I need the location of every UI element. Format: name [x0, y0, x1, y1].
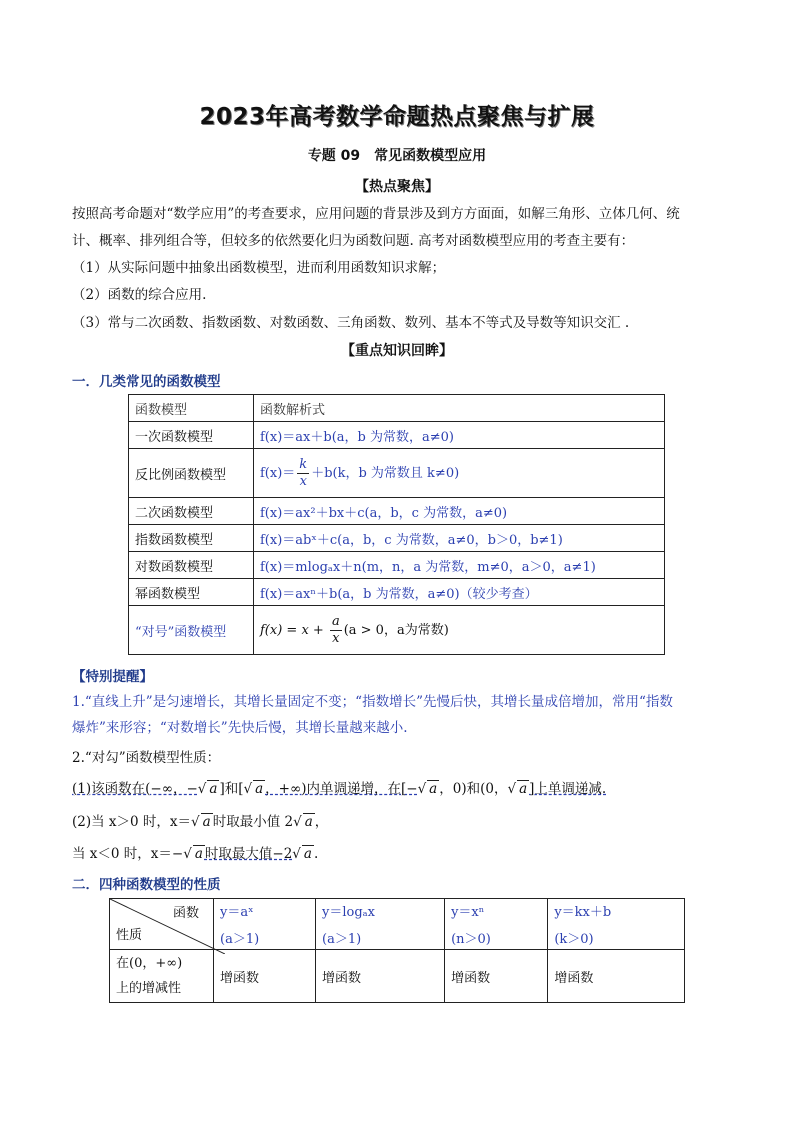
fraction [330, 614, 342, 647]
formula-suffix: (a > 0，a为常数) [343, 622, 449, 638]
note2-property-1 [72, 777, 606, 797]
text-segment: 当 x＜0 时，x＝− [72, 846, 184, 862]
model-formula [254, 449, 665, 498]
fraction-numerator: a [331, 613, 340, 629]
table-row [129, 552, 665, 579]
sqrt-radicand: a [255, 781, 264, 797]
table-header-cell: 函数模型 [129, 395, 254, 422]
sqrt-radicand: a [202, 814, 211, 830]
sqrt-expression [293, 814, 315, 830]
row-label [110, 950, 214, 1003]
fraction [297, 457, 309, 490]
model-name: 一次函数模型 [129, 422, 254, 449]
intro-line-1: 按照高考命题对“数学应用”的考查要求，应用问题的背景涉及到方方面面，如解三角形、立体几何、统 [72, 206, 680, 222]
fraction-numerator: k [299, 456, 308, 472]
part2-heading: 二．四种函数模型的性质 [72, 877, 221, 893]
section-heading-review: 【重点知识回眸】 [341, 343, 453, 359]
note2-heading: 2.“对勾”函数模型性质： [72, 750, 221, 766]
sqrt-expression [292, 846, 314, 862]
model-name: 幂函数模型 [129, 579, 254, 606]
function-model-table [128, 394, 665, 655]
function-expr: y＝xⁿ [451, 905, 485, 920]
table-header-row [110, 899, 685, 950]
text-segment: (1)该函数在(−∞，− [72, 781, 198, 797]
note2-property-3 [72, 842, 318, 862]
text-segment: 时取最大值−2 [204, 846, 293, 862]
intro-line-2: 计、概率、排列组合等，但较多的依然要化归为函数问题. 高考对函数模型应用的考查主要有： [72, 233, 635, 249]
corner-label-property: 性质 [116, 928, 143, 943]
note1-line-1: 1.“直线上升”是匀速增长，其增长量固定不变；“指数增长”先慢后快，其增长量成倍增加，常用“指数 [72, 694, 673, 710]
sqrt-expression [243, 781, 265, 797]
intro-item-1: （1）从实际问题中抽象出函数模型，进而利用函数知识求解； [72, 260, 446, 276]
text-segment: ]和[ [219, 781, 244, 797]
text-segment: . [313, 846, 319, 862]
function-column-header [548, 899, 685, 950]
model-name: 反比例函数模型 [129, 449, 254, 498]
function-column-header [445, 899, 548, 950]
intro-item-3: （3）常与二次函数、指数函数、对数函数、三角函数、数列、基本不等式及导数等知识交汇 . [72, 315, 630, 331]
function-condition: (a＞1) [220, 932, 260, 947]
function-expr: y＝logₐx [322, 905, 376, 920]
part1-heading: 一．几类常见的函数模型 [72, 374, 221, 390]
table-cell: 增函数 [214, 950, 316, 1003]
text-segment: ]上单调递减. [529, 781, 607, 797]
diagonal-header-cell [110, 899, 214, 950]
fraction-denominator: x [332, 630, 340, 646]
table-cell: 增函数 [445, 950, 548, 1003]
model-name: 对数函数模型 [129, 552, 254, 579]
intro-item-2: （2）函数的综合应用. [72, 287, 207, 303]
table-cell: 增函数 [548, 950, 685, 1003]
function-expr: y＝kx＋b [554, 905, 612, 920]
sqrt-expression [418, 781, 440, 797]
sqrt-radicand: a [519, 781, 528, 797]
function-condition: (k＞0) [554, 932, 594, 947]
text-segment: (2)当 x＞0 时，x＝ [72, 814, 192, 830]
table-row [129, 449, 665, 498]
corner-label-function: 函数 [172, 906, 199, 921]
table-row [129, 579, 665, 606]
sqrt-radicand: a [303, 846, 312, 862]
text-segment: 时取最小值 2 [212, 814, 294, 830]
page-subtitle: 专题 09 常见函数模型应用 [307, 148, 487, 164]
model-formula: f(x)＝mlogₐx＋n(m，n，a 为常数，m≠0，a＞0，a≠1) [254, 552, 665, 579]
model-formula [254, 606, 665, 655]
table-header-row [129, 395, 665, 422]
row-label-line: 上的增减性 [116, 981, 182, 996]
table-row [129, 606, 665, 655]
row-label-line: 在(0，+∞) [116, 956, 183, 971]
sqrt-expression [198, 781, 220, 797]
sqrt-radicand: a [304, 814, 313, 830]
model-formula: f(x)＝ax＋b(a，b 为常数，a≠0) [254, 422, 665, 449]
model-name: 指数函数模型 [129, 525, 254, 552]
table-row [129, 422, 665, 449]
note1-line-2: 爆炸”来形容；“对数增长”先快后慢，其增长量越来越小. [72, 720, 408, 736]
text-segment: ，0)和(0， [439, 781, 508, 797]
sqrt-expression [183, 846, 205, 862]
fraction-denominator: x [299, 473, 307, 489]
function-column-header [316, 899, 445, 950]
formula-prefix: f(x)＝ [260, 465, 296, 481]
note2-property-2 [72, 810, 328, 830]
table-row [129, 525, 665, 552]
model-formula: f(x)＝ax²＋bx＋c(a，b，c 为常数，a≠0) [254, 498, 665, 525]
text-segment: ， [314, 814, 329, 830]
special-note-heading: 【特别提醒】 [72, 669, 153, 685]
model-name: 二次函数模型 [129, 498, 254, 525]
table-header-cell: 函数解析式 [254, 395, 665, 422]
table-row [110, 950, 685, 1003]
section-heading-hotspots: 【热点聚焦】 [355, 179, 439, 195]
model-formula: f(x)＝axⁿ＋b(a，b 为常数，a≠0)（较少考查） [254, 579, 665, 606]
sqrt-radicand: a [429, 781, 438, 797]
function-expr: y＝aˣ [220, 905, 254, 920]
sqrt-expression [191, 814, 213, 830]
function-column-header [214, 899, 316, 950]
text-segment: ，+∞)内单调递增，在[− [265, 781, 418, 797]
page-title: 2023年高考数学命题热点聚焦与扩展 [199, 104, 595, 130]
formula-prefix: f(x) = x + [260, 622, 328, 638]
table-row [129, 498, 665, 525]
model-name: “对号”函数模型 [129, 606, 254, 655]
function-condition: (a＞1) [322, 932, 362, 947]
function-condition: (n＞0) [451, 932, 491, 947]
formula-suffix: ＋b(k，b 为常数且 k≠0) [311, 465, 460, 481]
sqrt-expression [507, 781, 529, 797]
table-cell: 增函数 [316, 950, 445, 1003]
sqrt-radicand: a [194, 846, 203, 862]
sqrt-radicand: a [209, 781, 218, 797]
function-property-table [109, 898, 685, 1003]
model-formula: f(x)＝abˣ＋c(a，b，c 为常数，a≠0，b＞0，b≠1) [254, 525, 665, 552]
